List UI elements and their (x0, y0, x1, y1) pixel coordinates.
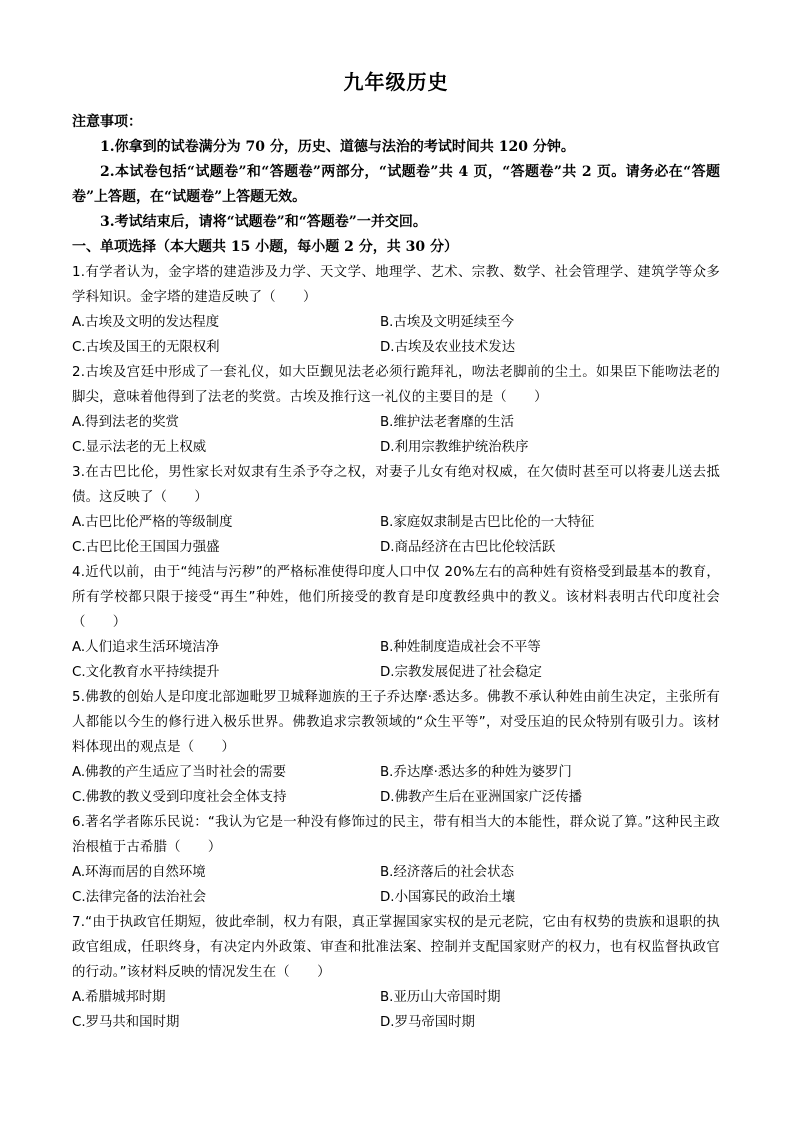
page-title: 九年级历史 (343, 70, 449, 94)
option-b: B.古埃及文明延续至今 (380, 315, 514, 330)
option-a: A.人们追求生活环境洁净 (72, 640, 220, 655)
question-options (72, 310, 720, 360)
notice-item: 1.你拿到的试卷满分为 70 分，历史、道德与法治的考试时间共 120 分钟。 (100, 139, 575, 155)
option-d: D.利用宗教维护统治秩序 (380, 440, 529, 455)
question-stem: 2.古埃及宫廷中形成了一套礼仪，如大臣觐见法老必须行跪拜礼，吻法老脚前的尘土。如果臣下能吻法老的脚尖，意味着他得到了法老的奖赏。古埃及推行这一礼仪的主要目的是（ ） (72, 365, 720, 405)
question-options (72, 510, 720, 560)
option-a: A.佛教的产生适应了当时社会的需要 (72, 765, 287, 780)
option-c: C.罗马共和国时期 (72, 1015, 180, 1030)
question-options (72, 760, 720, 810)
option-b: B.经济落后的社会状态 (380, 865, 514, 880)
question-stem: 1.有学者认为，金字塔的建造涉及力学、天文学、地理学、艺术、宗教、数学、社会管理学、建筑学等众多学科知识。金字塔的建造反映了（ ） (72, 265, 720, 305)
question-stem: 6.著名学者陈乐民说：“我认为它是一种没有修饰过的民主，带有相当大的本能性，群众说了算。”这种民主政治根植于古希腊（ ） (72, 815, 720, 855)
option-b: B.种姓制度造成社会不平等 (380, 640, 541, 655)
question-4 (72, 560, 720, 685)
option-a: A.古埃及文明的发达程度 (72, 315, 220, 330)
question-2 (72, 360, 720, 460)
option-b: B.家庭奴隶制是古巴比伦的一大特征 (380, 515, 595, 530)
option-a: A.得到法老的奖赏 (72, 415, 179, 430)
option-b: B.亚历山大帝国时期 (380, 990, 501, 1005)
option-a: A.古巴比伦严格的等级制度 (72, 515, 233, 530)
question-stem: 5.佛教的创始人是印度北部迦毗罗卫城释迦族的王子乔达摩·悉达多。佛教不承认种姓由前生决定，主张所有人都能以今生的修行进入极乐世界。佛教追求宗教领域的“众生平等”，对受压迫的民众特别有吸引力。该材料体现出的观点是（ ） (72, 690, 720, 755)
option-d: D.罗马帝国时期 (380, 1015, 475, 1030)
option-c: C.文化教育水平持续提升 (72, 665, 220, 680)
notice-block (72, 110, 720, 235)
section-heading: 一、单项选择（本大题共 15 小题，每小题 2 分，共 30 分） (72, 239, 458, 255)
option-b: B.维护法老奢靡的生活 (380, 415, 514, 430)
option-c: C.佛教的教义受到印度社会全体支持 (72, 790, 287, 805)
question-options (72, 985, 720, 1035)
question-options (72, 410, 720, 460)
option-a: A.希腊城邦时期 (72, 990, 166, 1005)
option-c: C.显示法老的无上权威 (72, 440, 207, 455)
question-7 (72, 910, 720, 1035)
option-d: D.古埃及农业技术发达 (380, 340, 516, 355)
question-options (72, 635, 720, 685)
option-d: D.佛教产生后在亚洲国家广泛传播 (380, 790, 583, 805)
question-stem: 3.在古巴比伦，男性家长对奴隶有生杀予夺之权，对妻子儿女有绝对权威，在欠债时甚至可以将妻儿送去抵债。这反映了（ ） (72, 465, 720, 505)
question-1 (72, 260, 720, 360)
notice-heading: 注意事项： (72, 114, 142, 130)
option-b: B.乔达摩·悉达多的种姓为婆罗门 (380, 765, 572, 780)
exam-page (72, 68, 720, 1035)
notice-item: 2.本试卷包括“试题卷”和“答题卷”两部分，“试题卷”共 4 页，“答题卷”共 2 页。请务必在“答题卷”上答题，在“试题卷”上答题无效。 (72, 164, 720, 205)
option-d: D.小国寡民的政治土壤 (380, 890, 516, 905)
question-3 (72, 460, 720, 560)
option-c: C.法律完备的法治社会 (72, 890, 207, 905)
option-c: C.古巴比伦王国国力强盛 (72, 540, 220, 555)
option-d: D.宗教发展促进了社会稳定 (380, 665, 542, 680)
option-c: C.古埃及国王的无限权利 (72, 340, 220, 355)
notice-item: 3.考试结束后，请将“试题卷”和“答题卷”一并交回。 (100, 214, 427, 230)
question-stem: 7.“由于执政官任期短，彼此牵制，权力有限，真正掌握国家实权的是元老院，它由有权势的贵族和退职的执政官组成，任职终身，有决定内外政策、审查和批准法案、控制并支配国家财产的权力，也有权监督执政官的行动。”该材料反映的情况发生在（ ） (72, 915, 720, 980)
question-5 (72, 685, 720, 810)
option-d: D.商品经济在古巴比伦较活跃 (380, 540, 556, 555)
option-a: A.环海而居的自然环境 (72, 865, 206, 880)
question-options (72, 860, 720, 910)
question-6 (72, 810, 720, 910)
question-stem: 4.近代以前，由于“纯洁与污秽”的严格标准使得印度人口中仅 20%左右的高种姓有资格受到最基本的教育，所有学校都只限于接受“再生”种姓，他们所接受的教育是印度教经典中的教义。该材料表明古代印度社会（ ） (72, 565, 720, 630)
